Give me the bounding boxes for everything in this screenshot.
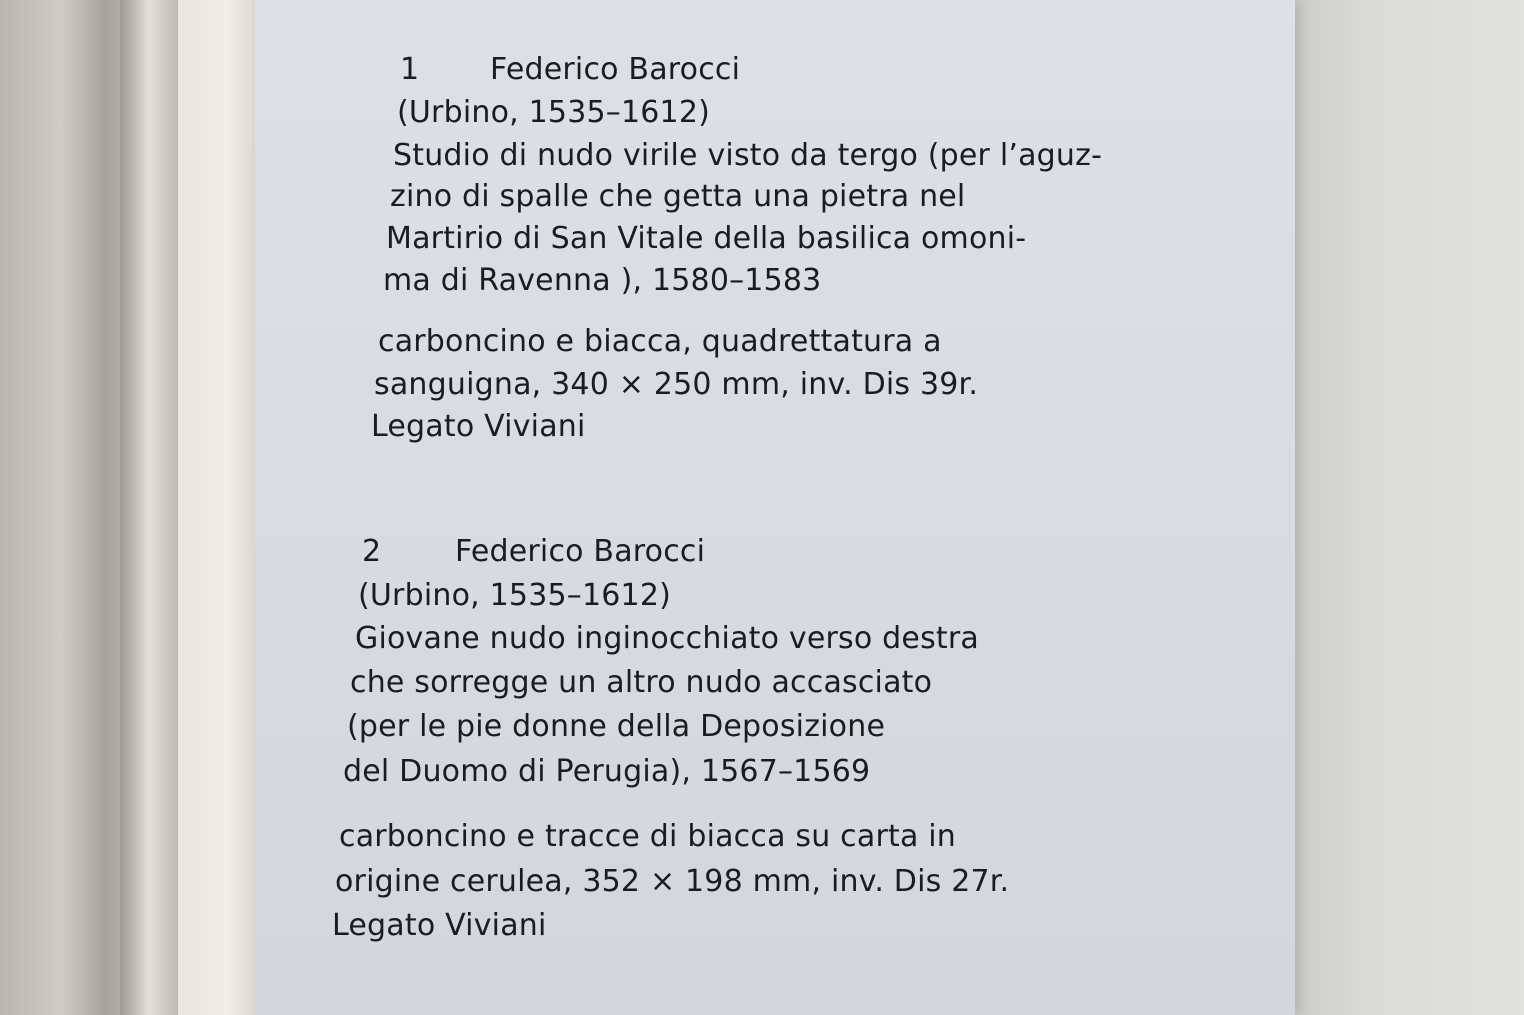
entry-artist: Federico Barocci: [455, 534, 706, 569]
entry-details-line: Legato Viviani: [371, 409, 586, 444]
entry-details-line: carboncino e tracce di biacca su carta in: [339, 819, 957, 854]
display-frame-edge: [120, 0, 178, 1015]
entry-artist: Federico Barocci: [490, 52, 741, 87]
entry-details-line: Legato Viviani: [332, 908, 547, 943]
entry-title-line: (per le pie donne della Deposizione: [347, 709, 886, 744]
entry-title-line: Giovane nudo inginocchiato verso destra: [355, 621, 979, 656]
display-frame-mat: [178, 0, 260, 1015]
entry-details-line: carboncino e biacca, quadrettatura a: [378, 324, 942, 359]
entry-number: 1: [400, 52, 420, 87]
entry-title-line: del Duomo di Perugia), 1567–1569: [343, 754, 871, 789]
entry-title-line: Studio di nudo virile visto da tergo (per l’aguz-: [393, 138, 1103, 173]
entry-origin: (Urbino, 1535–1612): [397, 95, 711, 130]
entry-title-line: che sorregge un altro nudo accasciato: [350, 665, 933, 700]
entry-title-line: zino di spalle che getta una pietra nel: [390, 179, 966, 214]
wall-right: [1264, 0, 1524, 1015]
entry-origin: (Urbino, 1535–1612): [358, 578, 672, 613]
entry-details-line: sanguigna, 340 × 250 mm, inv. Dis 39r.: [374, 367, 979, 402]
entry-number: 2: [362, 534, 382, 569]
entry-title-line: Martirio di San Vitale della basilica omoni-: [386, 221, 1027, 256]
entry-title-line: ma di Ravenna ), 1580–1583: [383, 263, 822, 298]
entry-details-line: origine cerulea, 352 × 198 mm, inv. Dis 27r.: [335, 864, 1010, 899]
